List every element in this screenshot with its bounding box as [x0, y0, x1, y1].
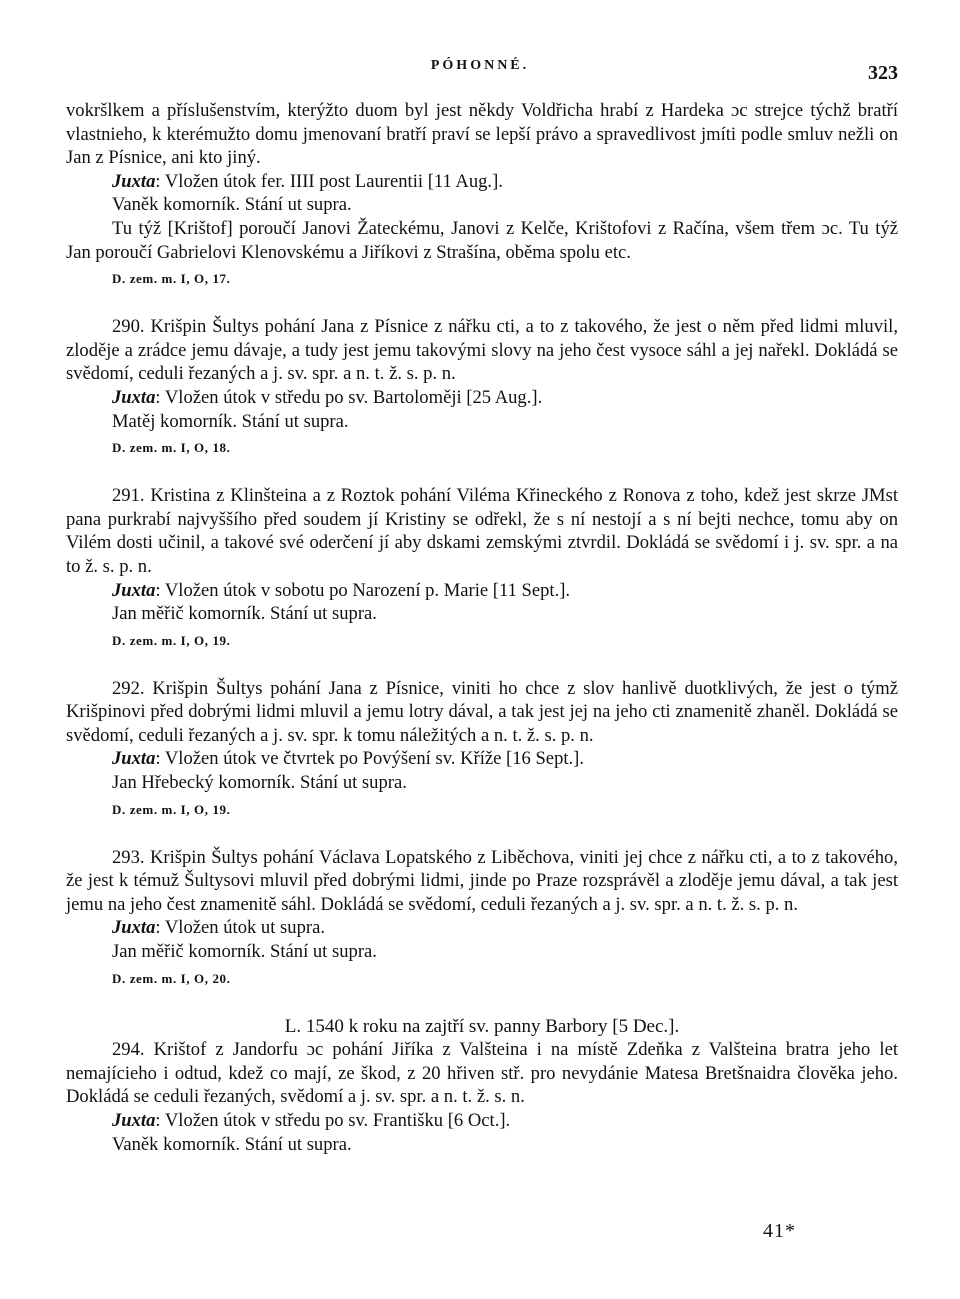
- spacer: [66, 820, 898, 846]
- juxta-label: Juxta: [112, 386, 156, 408]
- juxta-text: : Vložen útok v středu po sv. Františku [6 Oct.].: [155, 1110, 511, 1131]
- entry-294-chamberlain-line: Vaněk komorník. Stání ut supra.: [112, 1133, 352, 1155]
- intro-chamberlain-line: Vaněk komorník. Stání ut supra.: [112, 194, 352, 216]
- intro-juxta-line: [66, 170, 898, 194]
- entry-293-text: 293. Krišpin Šultys pohání Václava Lopatského z Liběchova, viniti jej chce z nářku cti, a to z takového, že jest k témuž Šultysovi mluvil před dobrými lidmi, jinde po Praze rozsprávěl a zloděje jemu dával, a tak jest jemu na jeho čest znamenitě sáhl. Dokládá se svědomí, ceduli řezaných a j. sv. spr. a n. t. ž. s. p. n.: [66, 846, 898, 915]
- entry-291-chamberlain-line: Jan měřič komorník. Stání ut supra.: [112, 603, 377, 625]
- juxta-text: : Vložen útok fer. IIII post Laurentii [11 Aug.].: [155, 170, 503, 192]
- page-body: [66, 99, 898, 1156]
- entry-291-text: 291. Kristina z Klinšteina a z Roztok pohání Viléma Křineckého z Ronova z toho, kdež jest skrze JMst pana purkrabí najvyššího před soudem jí Kristiny se odřekl, že s ní nestojí a s ní bejti nechce, tomu aby on Vilém dosti učinil, a takové své oderčení jí aby dskami zemskými ztvrdil. Dokládá se svědomí i j. sv. spr. a na to ž. s. p. n.: [66, 485, 898, 577]
- spacer: [66, 289, 898, 315]
- entry-292-juxta-line: [66, 747, 898, 771]
- entry-290-reference: D. zem. m. I, O, 18.: [112, 440, 231, 456]
- juxta-label: Juxta: [112, 748, 156, 770]
- entry-291-juxta-line: [66, 579, 898, 603]
- entry-294-juxta-line: [66, 1109, 898, 1133]
- entry-290-chamberlain-line: Matěj komorník. Stání ut supra.: [112, 410, 349, 432]
- juxta-text: : Vložen útok v sobotu po Narození p. Marie [11 Sept.].: [155, 579, 571, 601]
- spacer: [66, 458, 898, 484]
- juxta-text: : Vložen útok ut supra.: [155, 917, 325, 939]
- juxta-text: : Vložen útok ve čtvrtek po Povýšení sv. Kříže [16 Sept.].: [155, 748, 585, 770]
- spacer: [66, 989, 898, 1015]
- entry-291-reference: D. zem. m. I, O, 19.: [112, 632, 231, 648]
- juxta-text: : Vložen útok v středu po sv. Bartoloměji [25 Aug.].: [155, 386, 543, 408]
- intro-paragraph: vokršlkem a příslušenstvím, kterýžto duom byl jest někdy Voldřicha hrabí z Hardeka ɔc strejce týchž bratří vlastnieho, k kterémužto domu jmenovaní bratří praví se lepší právo a spravedlivost jmíti podle smluv nežli on Jan z Písnice, ani kto jiný.: [66, 100, 898, 169]
- entry-292-reference: D. zem. m. I, O, 19.: [112, 801, 231, 817]
- entry-292-text: 292. Krišpin Šultys pohání Jana z Písnice, viniti ho chce z slov hanlivě duotklivých, že jest o týmž Krišpinovi před dobrými lidmi mluvil a jemu lotry dával, a tak jest jej na jeho cti znamenitě zhaněl. Dokládá se svědomí, ceduli řezaných a j. sv. spr. k tomu náležitých a n. t. ž. s. p. n.: [66, 677, 898, 746]
- signature-mark: 41*: [763, 1220, 796, 1242]
- juxta-label: Juxta: [112, 170, 156, 192]
- entry-293-reference: D. zem. m. I, O, 20.: [112, 970, 231, 986]
- juxta-label: Juxta: [112, 1110, 156, 1131]
- page-number: 323: [868, 62, 898, 84]
- running-title: PÓHONNÉ.: [430, 58, 530, 73]
- entry-290-juxta-line: [66, 386, 898, 410]
- section-heading: L. 1540 k roku na zajtří sv. panny Barbory [5 Dec.].: [284, 1015, 680, 1037]
- entry-293-chamberlain-line: Jan měřič komorník. Stání ut supra.: [112, 941, 377, 963]
- juxta-label: Juxta: [112, 917, 156, 939]
- entry-294-text: 294. Krištof z Jandorfu ɔc pohání Jiříka z Valšteina i na místě Zdeňka z Valšteina bratra jeho let nemajícieho i odtud, kdež co mají, ze škod, z 20 hřiven stř. pro nevydánie Matesa Bretšnaidra člověka jeho. Dokládá se ceduli řezaných, svědomí a j. sv. spr. a n. t. ž. s. n.: [66, 1039, 898, 1108]
- entry-290-text: 290. Krišpin Šultys pohání Jana z Písnice z nářku cti, a to z takového, že jest o něm před lidmi mluvil, zloděje a zrádce jemu dávaje, a tudy jest jemu takovými slovy na jeho čest vysoce sáhl a jej nařekl. Dokládá se svědomí, ceduli řezaných a j. sv. spr. a n. t. ž. s. p. n.: [66, 316, 898, 385]
- intro-extra-paragraph: Tu týž [Krištof] poroučí Janovi Žateckému, Janovi z Kelče, Krištofovi z Račína, všem třem ɔc. Tu týž Jan poroučí Gabrielovi Klenovskému a Jiříkovi z Strašína, oběma spolu etc.: [66, 217, 898, 263]
- intro-reference: D. zem. m. I, O, 17.: [112, 271, 231, 287]
- entry-293-juxta-line: [66, 916, 898, 940]
- juxta-label: Juxta: [112, 579, 156, 601]
- entry-292-chamberlain-line: Jan Hřebecký komorník. Stání ut supra.: [112, 772, 407, 794]
- spacer: [66, 651, 898, 677]
